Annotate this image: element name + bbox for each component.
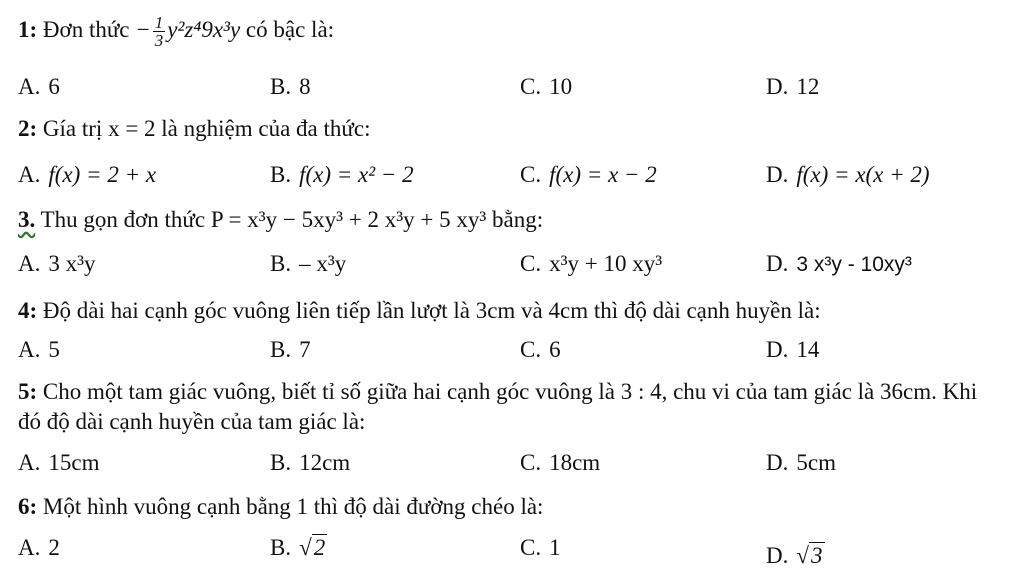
options-1 bbox=[18, 72, 1008, 102]
question-5 bbox=[18, 377, 978, 437]
option-d[interactable]: D. 3 x³y - 10xy³ bbox=[766, 251, 912, 276]
option-c[interactable]: C. f(x) = x − 2 bbox=[520, 162, 657, 187]
option-a[interactable]: A. f(x) = 2 + x bbox=[18, 162, 157, 187]
question-text: Thu gọn đơn thức P = x³y − 5xy³ + 2 x³y + 5 xy³ bằng: bbox=[35, 207, 544, 232]
option-d[interactable]: D. 12 bbox=[766, 74, 820, 99]
question-number: 4: bbox=[18, 298, 38, 323]
options-2 bbox=[18, 160, 1008, 190]
square-root: √3 bbox=[796, 543, 823, 568]
option-d[interactable]: D. f(x) = x(x + 2) bbox=[766, 162, 930, 187]
options-5 bbox=[18, 448, 1008, 478]
question-2 bbox=[18, 114, 1008, 144]
option-c[interactable]: C. 10 bbox=[520, 74, 573, 99]
question-text: Một hình vuông cạnh bằng 1 thì độ dài đường chéo là: bbox=[37, 494, 544, 519]
options-3 bbox=[18, 249, 1008, 279]
question-3 bbox=[18, 205, 1008, 235]
question-4 bbox=[18, 296, 1008, 326]
option-d[interactable]: D. √3 bbox=[766, 541, 825, 571]
option-b[interactable]: B. 12cm bbox=[270, 450, 351, 475]
option-b[interactable]: B. 7 bbox=[270, 337, 311, 362]
option-b[interactable]: B. √2 bbox=[270, 533, 327, 563]
option-b[interactable]: B. 8 bbox=[270, 74, 311, 99]
option-d[interactable]: D. 14 bbox=[766, 337, 820, 362]
question-text-after: có bậc là: bbox=[245, 16, 335, 42]
question-number: 6: bbox=[18, 494, 38, 519]
options-4 bbox=[18, 335, 1008, 365]
question-1 bbox=[18, 14, 1008, 49]
question-6 bbox=[18, 492, 1008, 522]
option-b[interactable]: B. f(x) = x² − 2 bbox=[270, 162, 414, 187]
options-6 bbox=[18, 533, 1008, 568]
option-a[interactable]: A. 6 bbox=[18, 74, 60, 99]
question-text: Cho một tam giác vuông, biết tỉ số giữa hai cạnh góc vuông là 3 : 4, chu vi của tam giác là 36cm. Khi đó độ dài cạnh huyền của tam giác là: bbox=[18, 379, 978, 434]
option-a[interactable]: A. 5 bbox=[18, 337, 60, 362]
question-number: 2: bbox=[18, 116, 38, 141]
square-root: √2 bbox=[299, 535, 326, 560]
option-c[interactable]: C. 1 bbox=[520, 535, 561, 560]
option-c[interactable]: C. x³y + 10 xy³ bbox=[520, 251, 663, 276]
question-number: 5: bbox=[18, 379, 38, 404]
option-c[interactable]: C. 18cm bbox=[520, 450, 601, 475]
monomial: − $\frac{1}{3}$ y²z⁴9x³y bbox=[135, 13, 241, 50]
fraction: $\frac{1}{3}$ bbox=[154, 13, 164, 50]
question-text: Gía trị x = 2 là nghiệm của đa thức: bbox=[37, 116, 371, 141]
question-number: 1: bbox=[18, 16, 38, 42]
option-d[interactable]: D. 5cm bbox=[766, 450, 836, 475]
option-a[interactable]: A. 2 bbox=[18, 535, 60, 560]
option-a[interactable]: A. 3 x³y bbox=[18, 251, 96, 276]
question-number: 3. bbox=[18, 207, 36, 232]
question-text: Đơn thức bbox=[37, 16, 136, 42]
option-b[interactable]: B. – x³y bbox=[270, 251, 347, 276]
option-a[interactable]: A. 15cm bbox=[18, 450, 100, 475]
question-text: Độ dài hai cạnh góc vuông liên tiếp lần lượt là 3cm và 4cm thì độ dài cạnh huyền là: bbox=[37, 298, 821, 323]
option-c[interactable]: C. 6 bbox=[520, 337, 561, 362]
